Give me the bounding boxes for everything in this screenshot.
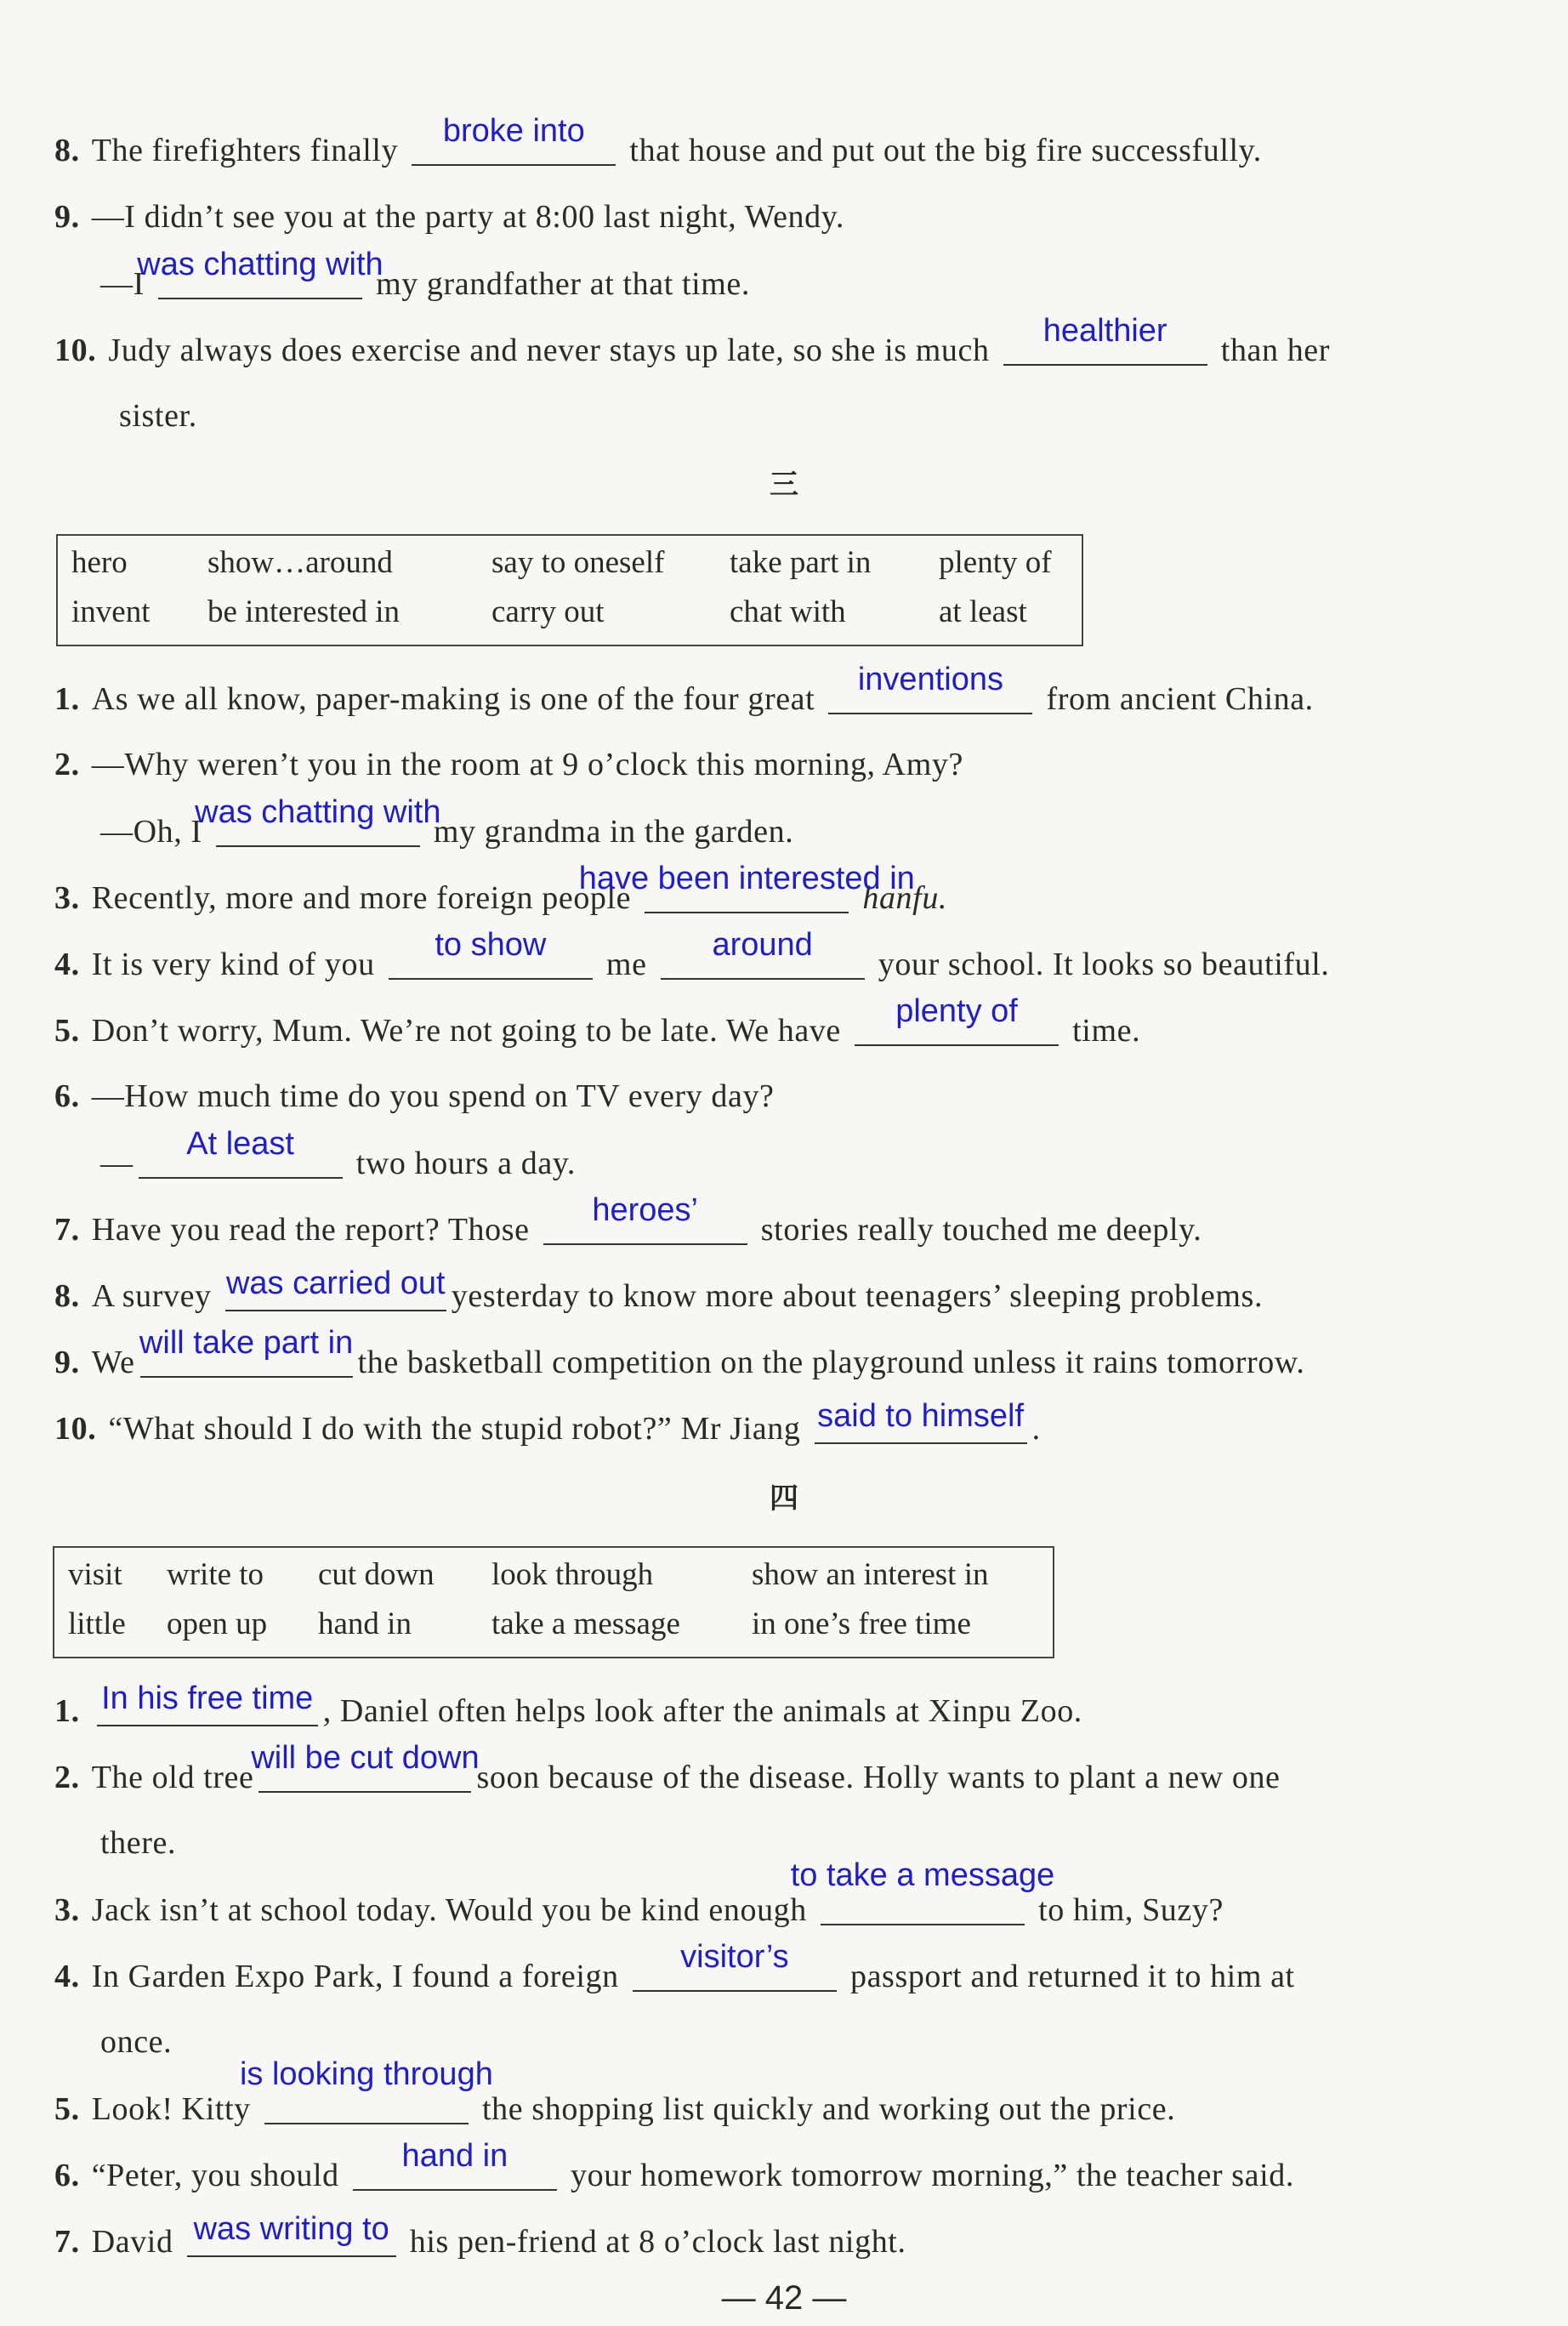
word-box-item: in one’s free time	[752, 1607, 971, 1641]
answer-blank[interactable]	[790, 1857, 1055, 1925]
answer-text: broke into	[442, 113, 585, 149]
word-box-item: little	[68, 1607, 126, 1641]
answer-text: At least	[186, 1126, 294, 1162]
answer-blank[interactable]	[239, 2056, 493, 2124]
p4-item-2: 2. The old tree will be cut down soon because of the disease. Holly wants to plant a new one	[54, 1740, 1281, 1795]
word-box-item: be interested in	[207, 594, 401, 629]
answer-blank[interactable]	[815, 1398, 1027, 1444]
p4-item-4: 4. In Garden Expo Park, I found a foreign visitor’s passport and returned it to him at	[54, 1939, 1295, 1994]
answer-blank[interactable]	[1003, 313, 1207, 366]
answer-text: was carried out	[225, 1265, 446, 1301]
answer-text: inventions	[857, 662, 1003, 697]
answer-text: healthier	[1042, 313, 1167, 349]
answer-blank[interactable]	[661, 927, 865, 980]
answer-blank[interactable]	[543, 1192, 747, 1245]
p3-item-6-line1: 6. —How much time do you spend on TV every day?	[54, 1078, 775, 1114]
answer-text: to show	[435, 927, 547, 963]
word-box-item: hand in	[318, 1607, 412, 1641]
answer-blank[interactable]	[195, 794, 441, 847]
p4-item-3: 3. Jack isn’t at school today. Would you be kind enough to take a message to him, Suzy?	[54, 1857, 1224, 1928]
word-box-item: open up	[167, 1607, 268, 1641]
answer-text: In his free time	[101, 1681, 314, 1716]
answer-text: was chatting with	[195, 794, 441, 830]
word-box-4	[53, 1546, 1054, 1658]
p2-item-9-line1: 9. —I didn’t see you at the party at 8:00 last night, Wendy.	[54, 199, 844, 235]
answer-blank[interactable]	[225, 1265, 446, 1311]
answer-blank[interactable]	[828, 662, 1032, 714]
answer-text: plenty of	[895, 993, 1018, 1029]
answer-blank[interactable]	[412, 113, 616, 166]
p2-item-10-cont: sister.	[119, 398, 197, 434]
word-box-item: look through	[491, 1557, 654, 1592]
answer-blank[interactable]	[139, 1126, 343, 1179]
word-box-item: at least	[939, 594, 1027, 629]
word-box-item: plenty of	[939, 545, 1052, 580]
answer-blank[interactable]	[137, 247, 383, 299]
answer-blank[interactable]	[855, 993, 1059, 1046]
word-box-item: visit	[68, 1557, 122, 1592]
word-box-item: show…around	[207, 545, 393, 580]
p3-item-2-line2: —Oh, I was chatting with my grandma in the garden.	[100, 794, 794, 850]
p3-item-5: 5. Don’t worry, Mum. We’re not going to be late. We have plenty of time.	[54, 993, 1141, 1049]
section-heading-4: 四	[770, 1481, 798, 1516]
p2-item-8: 8. The firefighters finally broke into that house and put out the big fire successfully.	[54, 113, 1262, 168]
answer-blank[interactable]	[353, 2138, 557, 2191]
answer-blank[interactable]	[578, 861, 915, 913]
word-box-3	[56, 534, 1083, 646]
answer-text: hand in	[401, 2138, 508, 2174]
p3-item-10: 10. “What should I do with the stupid robot?” Mr Jiang said to himself .	[54, 1398, 1041, 1447]
p2-item-9-line2: —I was chatting with my grandfather at that time.	[100, 247, 750, 302]
word-box-item: show an interest in	[752, 1557, 989, 1592]
p3-item-8: 8. A survey was carried out yesterday to know more about teenagers’ sleeping problems.	[54, 1265, 1264, 1314]
p4-item-4-cont: once.	[100, 2024, 173, 2060]
answer-blank[interactable]	[139, 1325, 354, 1378]
word-box-item: write to	[167, 1557, 264, 1592]
p3-item-3: 3. Recently, more and more foreign people have been interested in hanfu.	[54, 861, 948, 916]
word-box-item: take a message	[491, 1607, 680, 1641]
p3-item-4: 4. It is very kind of you to show me around your school. It looks so beautiful.	[54, 927, 1330, 982]
word-box-item: carry out	[491, 594, 605, 629]
answer-blank[interactable]	[187, 2211, 396, 2257]
p4-item-5: 5. Look! Kitty is looking through the shopping list quickly and working out the price.	[54, 2056, 1176, 2127]
p4-item-1: 1. In his free time , Daniel often helps look after the animals at Xinpu Zoo.	[54, 1681, 1082, 1729]
answer-blank[interactable]	[633, 1939, 837, 1992]
word-box-item: take part in	[730, 545, 872, 580]
p3-item-1: 1. As we all know, paper-making is one of the four great inventions from ancient China.	[54, 662, 1314, 717]
p4-item-2-cont: there.	[100, 1825, 177, 1861]
p3-item-7: 7. Have you read the report? Those heroes’ stories really touched me deeply.	[54, 1192, 1202, 1248]
p3-item-9: 9. We will take part in the basketball competition on the playground unless it rains tomorrow.	[54, 1325, 1305, 1380]
word-box-item: cut down	[318, 1557, 435, 1592]
answer-text: heroes’	[592, 1192, 699, 1228]
answer-text: was writing to	[193, 2211, 389, 2247]
answer-text: have been interested in	[578, 861, 915, 896]
answer-blank[interactable]	[389, 927, 593, 980]
word-box-item: chat with	[730, 594, 846, 629]
answer-text: will take part in	[139, 1325, 354, 1361]
section-heading-3: 三	[770, 468, 798, 502]
p3-item-6-line2: — At least two hours a day.	[100, 1126, 577, 1181]
p4-item-6: 6. “Peter, you should hand in your homework tomorrow morning,” the teacher said.	[54, 2138, 1294, 2193]
answer-text: is looking through	[239, 2056, 493, 2092]
p4-item-7: 7. David was writing to his pen-friend at 8 o’clock last night.	[54, 2211, 906, 2260]
word-box-item: hero	[71, 545, 128, 580]
answer-text: around	[712, 927, 813, 963]
p3-item-2-line1: 2. —Why weren’t you in the room at 9 o’clock this morning, Amy?	[54, 747, 963, 782]
answer-text: visitor’s	[680, 1939, 789, 1975]
answer-blank[interactable]	[97, 1681, 318, 1726]
word-box-item: invent	[71, 594, 151, 629]
answer-text: said to himself	[817, 1398, 1025, 1434]
answer-text: was chatting with	[137, 247, 383, 282]
word-box-item: say to oneself	[491, 545, 665, 580]
answer-blank[interactable]	[251, 1740, 480, 1793]
p2-item-10: 10. Judy always does exercise and never stays up late, so she is much healthier than her	[54, 313, 1331, 368]
answer-text: will be cut down	[251, 1740, 480, 1776]
answer-text: to take a message	[790, 1857, 1055, 1893]
page-number: — 42 —	[721, 2279, 847, 2317]
